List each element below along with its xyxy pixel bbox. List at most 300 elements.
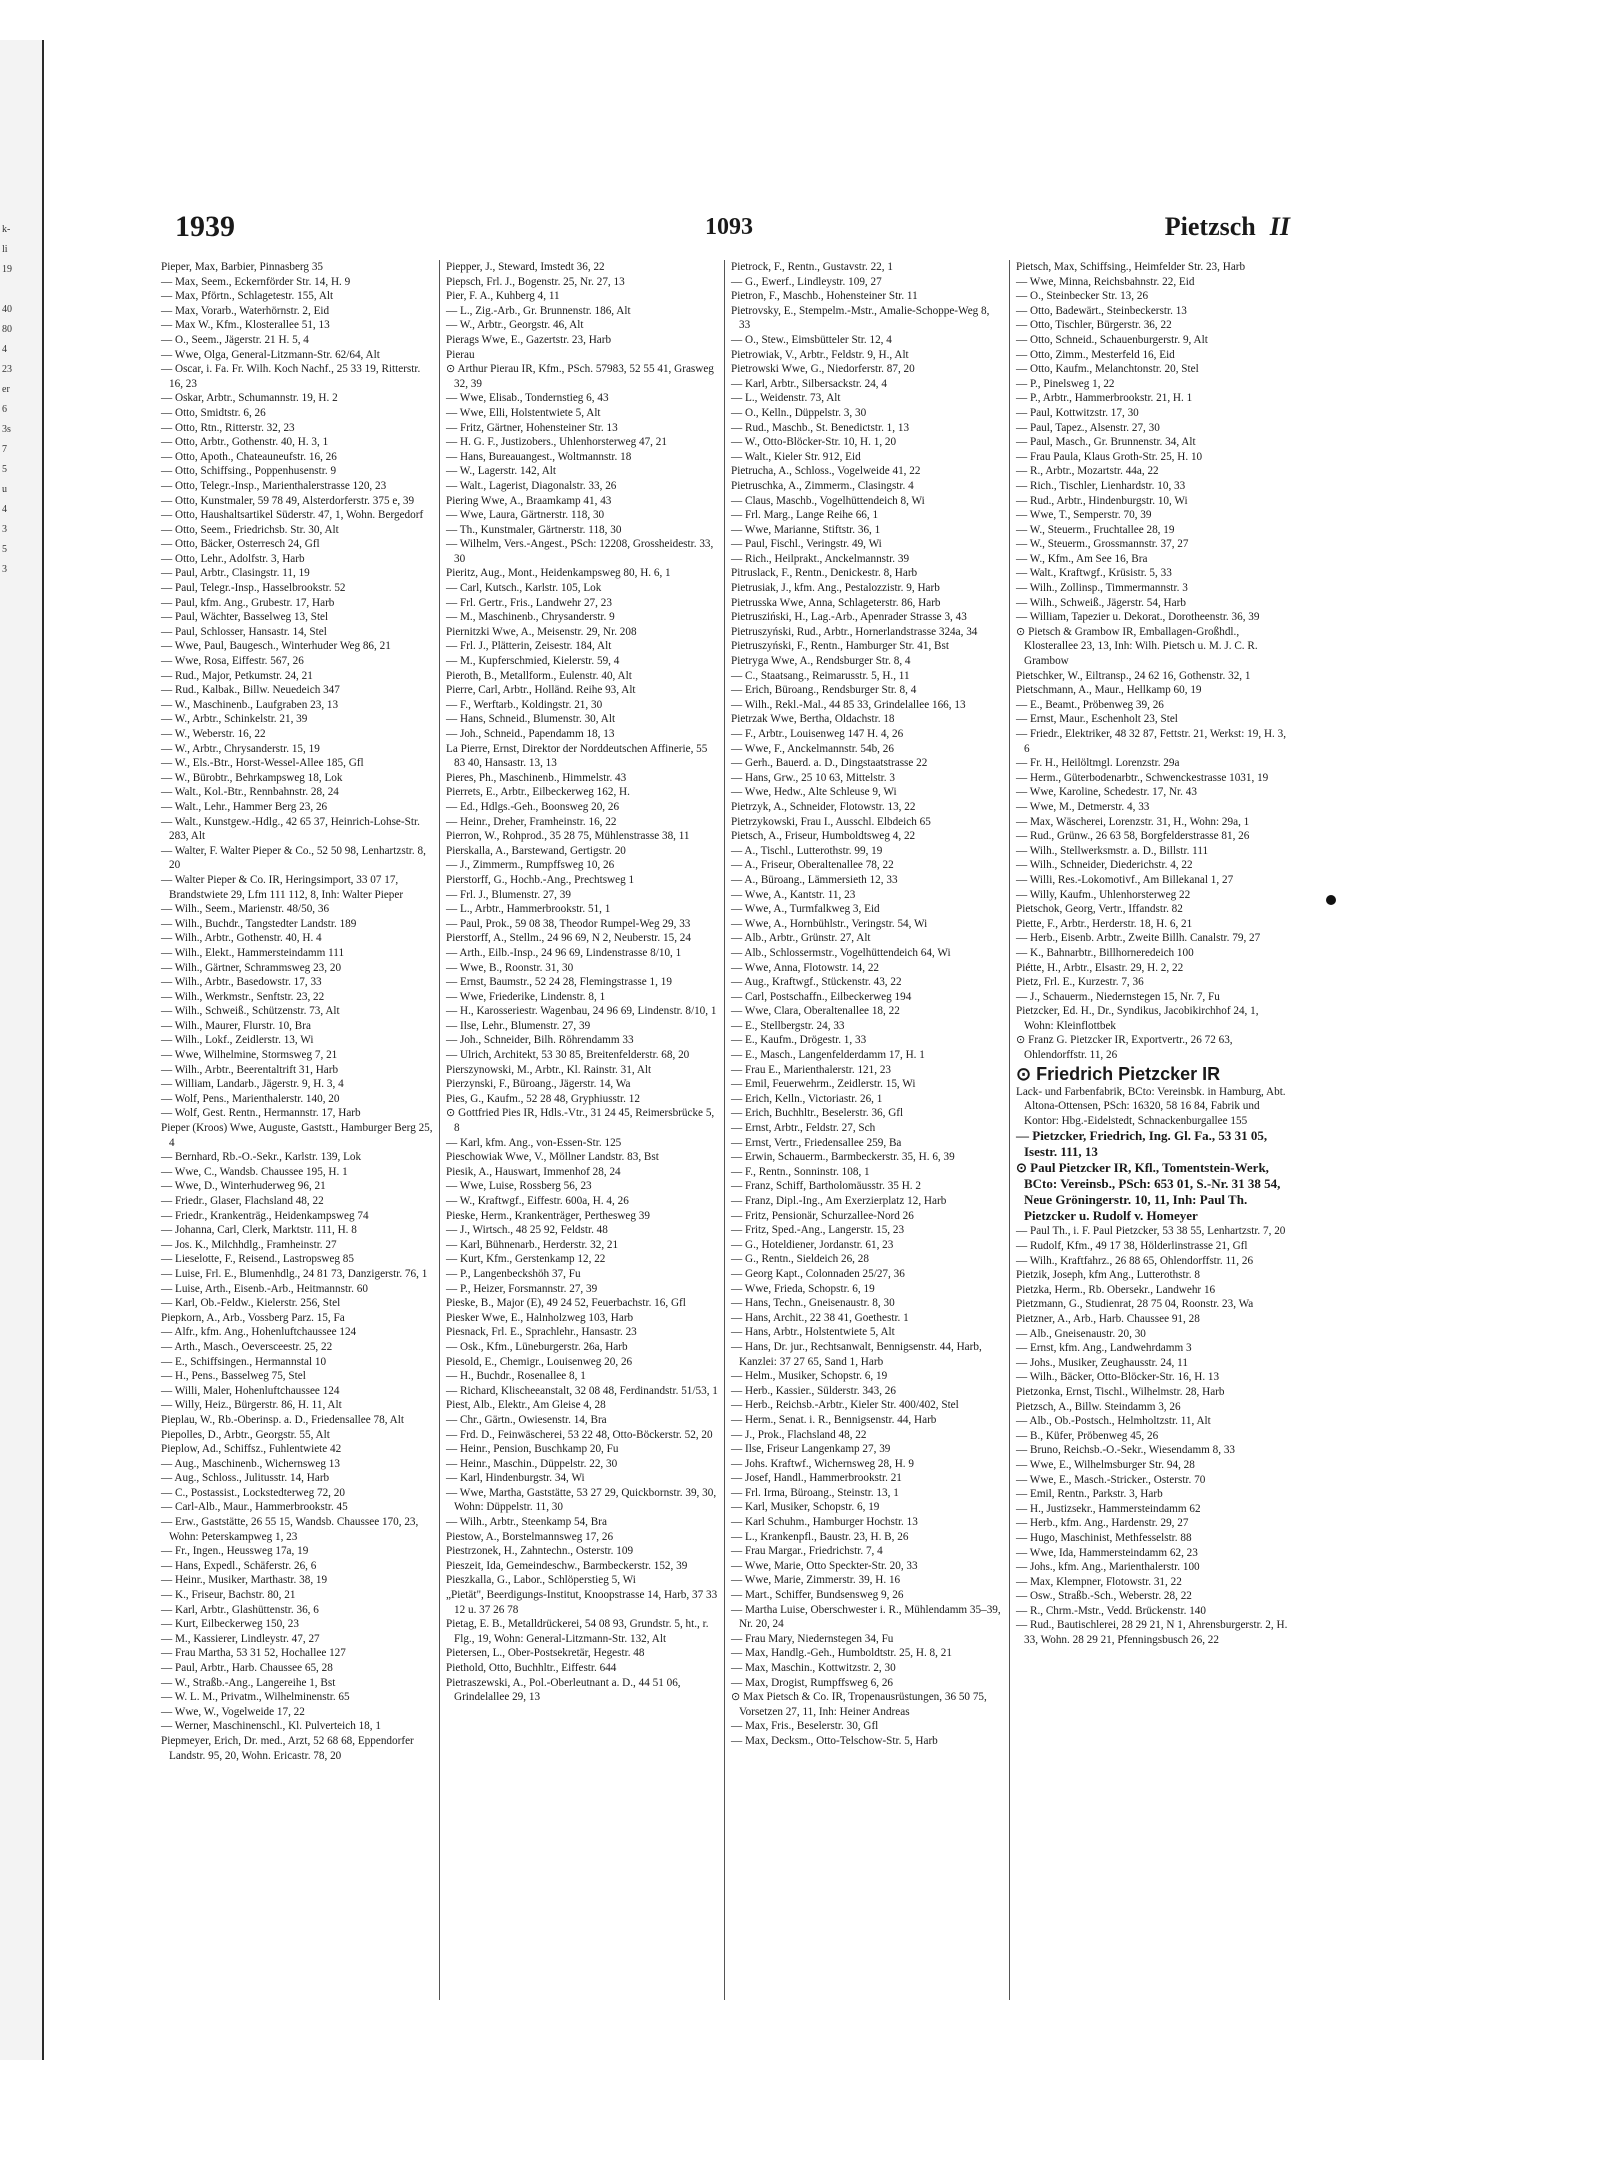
directory-entry: — L., Arbtr., Hammerbrookstr. 51, 1 bbox=[446, 903, 611, 916]
directory-entry: Piest, Alb., Elektr., Am Gleise 4, 28 bbox=[446, 1399, 606, 1412]
directory-entry: Pieske, B., Major (E), 49 24 52, Feuerbachstr. 16, Gfl bbox=[446, 1297, 686, 1310]
directory-entry: — H. G. F., Justizobers., Uhlenhorsterweg 47, 21 bbox=[446, 436, 667, 449]
directory-entry: — Willy, Heiz., Bürgerstr. 86, H. 11, Alt bbox=[161, 1399, 342, 1412]
directory-entry: Lack- und Farbenfabrik, BCto: Vereinsbk. in Hamburg, Abt. Altona-Ottensen, PSch: 16320, 58 16 84, Fabrik und Kontor: Hbg.-Eidelstedt, Schnackenburgallee 155 bbox=[1016, 1085, 1286, 1127]
directory-entry: Pietron, F., Maschb., Hohensteiner Str. 11 bbox=[731, 290, 918, 303]
directory-entry: Pies, G., Kaufm., 52 28 48, Gryphiusstr. 12 bbox=[446, 1092, 640, 1105]
directory-entry: — A., Tischl., Lutterothstr. 99, 19 bbox=[731, 844, 883, 857]
directory-entry: Pietrucha, A., Schloss., Vogelweide 41, 22 bbox=[731, 465, 921, 478]
directory-entry: — Fritz, Gärtner, Hohensteiner Str. 13 bbox=[446, 421, 618, 434]
directory-entry: — Emil, Feuerwehrm., Zeidlerstr. 15, Wi bbox=[731, 1078, 916, 1091]
directory-entry: Pietschker, W., Eiltransp., 24 62 16, Gothenstr. 32, 1 bbox=[1016, 669, 1251, 682]
directory-entry: Pietschmann, A., Maur., Hellkamp 60, 19 bbox=[1016, 684, 1202, 697]
directory-entry: — Willy, Kaufm., Uhlenhorsterweg 22 bbox=[1016, 888, 1191, 901]
directory-entry: — Arth., Eilb.-Insp., 24 96 69, Lindenstrasse 8/10, 1 bbox=[446, 946, 682, 959]
column-2 bbox=[440, 260, 725, 2000]
directory-entry: — Otto, Kunstmaler, 59 78 49, Alsterdorferstr. 375 e, 39 bbox=[161, 494, 415, 507]
directory-entry: Piestow, A., Borstelmannsweg 17, 26 bbox=[446, 1530, 614, 1543]
directory-entry: — Fr. H., Heilöltmgl. Lorenzstr. 29a bbox=[1016, 757, 1180, 770]
gutter-fragment: 40 bbox=[2, 304, 12, 315]
directory-entry: ⊙ Franz G. Pietzcker IR, Exportvertr., 26 72 63, Ohlendorffstr. 11, 26 bbox=[1016, 1034, 1233, 1062]
directory-entry: — Herb., Kassier., Sülderstr. 343, 26 bbox=[731, 1384, 896, 1397]
directory-entry: — G., Rentn., Sieldeich 26, 28 bbox=[731, 1253, 869, 1266]
directory-entry: Pietrusziński, H., Lag.-Arb., Apenrader Strasse 3, 43 bbox=[731, 611, 967, 624]
directory-entry: — Herm., Güterbodenarbtr., Schwenckestrasse 1031, 19 bbox=[1016, 771, 1269, 784]
directory-entry: — W., Els.-Btr., Horst-Wessel-Allee 185, Gfl bbox=[161, 757, 364, 770]
directory-entry: — H., Karosseriestr. Wagenbau, 24 96 69, Lindenstr. 8/10, 1 bbox=[446, 1005, 717, 1018]
directory-entry: Pietrowiak, V., Arbtr., Feldstr. 9, H., Alt bbox=[731, 348, 909, 361]
directory-entry: Pietraszewski, A., Pol.-Oberleutnant a. D., 44 51 06, Grindelallee 29, 13 bbox=[446, 1676, 681, 1704]
directory-entry: — W., Kraftwgf., Eiffestr. 600a, H. 4, 26 bbox=[446, 1195, 629, 1207]
directory-entry: ⊙ Arthur Pierau IR, Kfm., PSch. 57983, 52 55 41, Grasweg 32, 39 bbox=[446, 363, 714, 390]
directory-entry: — Carl, Postschaffn., Eilbeckerweg 194 bbox=[731, 990, 912, 1003]
directory-entry: — Ernst, kfm. Ang., Landwehrdamm 3 bbox=[1016, 1342, 1192, 1355]
directory-entry: — Wwe, B., Roonstr. 31, 30 bbox=[446, 961, 574, 974]
directory-entry: — Aug., Kraftwgf., Stückenstr. 43, 22 bbox=[731, 976, 902, 989]
directory-entry: — W., Weberstr. 16, 22 bbox=[161, 728, 266, 740]
directory-entry: — Max, Drogist, Rumpffsweg 6, 26 bbox=[731, 1676, 894, 1689]
directory-entry: — Hans, Schneid., Blumenstr. 30, Alt bbox=[446, 713, 616, 726]
directory-entry: — M., Maschinenb., Chrysanderstr. 9 bbox=[446, 611, 615, 624]
directory-entry: — Max, Seem., Eckernförder Str. 14, H. 9 bbox=[161, 275, 351, 288]
directory-entry: — E., Kaufm., Drögestr. 1, 33 bbox=[731, 1034, 867, 1047]
directory-entry: — Otto, Schiffsing., Poppenhusenstr. 9 bbox=[161, 465, 337, 478]
directory-entry: — Otto, Bäcker, Osterresch 24, Gfl bbox=[161, 538, 320, 551]
directory-entry: — Friedr., Elektriker, 48 32 87, Fettstr. 21, Werkst: 19, H. 3, 6 bbox=[1016, 728, 1287, 755]
directory-entry: — Wilh., Schweiß., Schützenstr. 73, Alt bbox=[161, 1005, 340, 1018]
directory-entry: — F., Arbtr., Louisenweg 147 H. 4, 26 bbox=[731, 728, 904, 740]
running-head bbox=[1165, 212, 1290, 242]
directory-entry: — Herb., kfm. Ang., Hardenstr. 29, 27 bbox=[1016, 1517, 1189, 1530]
directory-entry: — Johs., kfm. Ang., Marienthalerstr. 100 bbox=[1016, 1561, 1200, 1574]
directory-entry: — M., Kassierer, Lindleystr. 47, 27 bbox=[161, 1632, 320, 1645]
directory-entry: Pietrzyk, A., Schneider, Flotowstr. 13, 22 bbox=[731, 800, 916, 813]
directory-entry: — W., Arbtr., Chrysanderstr. 15, 19 bbox=[161, 742, 320, 755]
directory-entry: — K., Bahnarbtr., Billhorneredeich 100 bbox=[1016, 946, 1194, 959]
directory-entry: — H., Buchdr., Rosenallee 8, 1 bbox=[446, 1370, 586, 1383]
directory-entry: — Rud., Bautischlerei, 28 29 21, N 1, Ahrensburgerstr. 2, H. 33, Wohn. 28 29 21, Pfenningsbusch 26, 22 bbox=[1016, 1619, 1288, 1647]
directory-entry: — Paul, Tapez., Alsenstr. 27, 30 bbox=[1016, 421, 1160, 434]
directory-entry: — Hugo, Maschinist, Methfesselstr. 88 bbox=[1016, 1531, 1192, 1544]
directory-entry: — Paul, Fischl., Veringstr. 49, Wi bbox=[731, 538, 882, 551]
directory-entry: — G., Ewerf., Lindleystr. 109, 27 bbox=[731, 275, 882, 288]
directory-entry: Pietag, E. B., Metalldrückerei, 54 08 93, Grundstr. 5, ht., r. Flg., 19, Wohn: General-Litzmann-Str. 132, Alt bbox=[446, 1618, 709, 1645]
directory-entry: — W., Maschinenb., Laufgraben 23, 13 bbox=[161, 698, 339, 711]
directory-entry: — L., Weidenstr. 73, Alt bbox=[731, 392, 841, 405]
directory-entry: — Max, Wäscherei, Lorenzstr. 31, H., Wohn: 29a, 1 bbox=[1016, 815, 1250, 828]
directory-entry: — Ernst, Baumstr., 52 24 28, Flemingstrasse 1, 19 bbox=[446, 976, 672, 989]
directory-entry: Pietrock, F., Rentn., Gustavstr. 22, 1 bbox=[731, 261, 893, 273]
directory-entry: — Paul Th., i. F. Paul Pietzcker, 53 38 55, Lenhartzstr. 7, 20 bbox=[1016, 1225, 1286, 1238]
directory-entry: — Werner, Maschinenschl., Kl. Pulverteich 18, 1 bbox=[161, 1720, 381, 1733]
directory-entry: ⊙ Pietsch & Grambow IR, Emballagen-Großhdl., Klosterallee 23, 13, Inh: Wilh. Pietsch u. M. J. C. R. Grambow bbox=[1016, 625, 1258, 668]
directory-entry: — Ernst, Maur., Eschenholt 23, Stel bbox=[1016, 713, 1178, 726]
directory-entry: — Rich., Heilprakt., Anckelmannstr. 39 bbox=[731, 552, 910, 565]
directory-entry: — William, Tapezier u. Dekorat., Dorotheenstr. 36, 39 bbox=[1016, 611, 1260, 624]
directory-entry: — R., Chrm.-Mstr., Vedd. Brückenstr. 140 bbox=[1016, 1604, 1206, 1617]
directory-entry: — Johs., Musiker, Zeughausstr. 24, 11 bbox=[1016, 1356, 1188, 1369]
directory-entry: Pierau bbox=[446, 348, 475, 361]
directory-entry: Pierstorff, G., Hochb.-Ang., Prechtsweg 1 bbox=[446, 873, 635, 886]
directory-entry: Pitruslack, F., Rentn., Denickestr. 8, Harb bbox=[731, 567, 918, 580]
directory-entry: — E., Stellbergstr. 24, 33 bbox=[731, 1019, 845, 1032]
directory-entry: Pietrovsky, E., Stempelm.-Mstr., Amalie-Schoppe-Weg 8, 33 bbox=[731, 304, 990, 332]
directory-entry: — Frau Mary, Niedernstegen 34, Fu bbox=[731, 1632, 894, 1645]
directory-entry: — Wwe, A., Turmfalkweg 3, Eid bbox=[731, 903, 880, 916]
directory-entry: — Wwe, Wilhelmine, Stormsweg 7, 21 bbox=[161, 1049, 338, 1062]
directory-entry: — Wilh., Bäcker, Otto-Blöcker-Str. 16, H. 13 bbox=[1016, 1371, 1220, 1384]
directory-entry: Piepkorn, A., Arb., Vossberg Parz. 15, Fa bbox=[161, 1311, 345, 1324]
directory-entry: — C., Postassist., Lockstedterweg 72, 20 bbox=[161, 1486, 345, 1499]
directory-entry: Pietrusska Wwe, Anna, Schlageterstr. 86, Harb bbox=[731, 596, 941, 609]
directory-entry: — Otto, Tischler, Bürgerstr. 36, 22 bbox=[1016, 319, 1172, 332]
directory-entry: — Bernhard, Rb.-O.-Sekr., Karlstr. 139, Lok bbox=[161, 1151, 362, 1164]
directory-entry: — Walt., Kraftwgf., Krüsistr. 5, 33 bbox=[1016, 567, 1172, 580]
directory-entry: — P., Heizer, Forsmannstr. 27, 39 bbox=[446, 1282, 598, 1295]
directory-entry: — Otto, Lehr., Adolfstr. 3, Harb bbox=[161, 552, 305, 565]
gutter-fragment: 80 bbox=[2, 324, 12, 335]
directory-entry: — E., Beamt., Pröbenweg 39, 26 bbox=[1016, 698, 1164, 711]
directory-entry: — Heinr., Maschin., Düppelstr. 22, 30 bbox=[446, 1457, 618, 1470]
directory-entry: — Fritz, Sped.-Ang., Langerstr. 15, 23 bbox=[731, 1224, 905, 1237]
directory-entry: Pietruszyński, F., Rentn., Hamburger Str. 41, Bst bbox=[731, 640, 949, 653]
directory-entry: — Otto, Rtn., Ritterstr. 32, 23 bbox=[161, 421, 295, 434]
directory-entry: Pietzcker, Ed. H., Dr., Syndikus, Jacobikirchhof 24, 1, Wohn: Kleinflottbek bbox=[1016, 1005, 1259, 1032]
directory-entry: — Lieselotte, F., Reisend., Lastropsweg 85 bbox=[161, 1253, 354, 1266]
directory-entry: — Wwe, Elisab., Tondernstieg 6, 43 bbox=[446, 392, 609, 405]
directory-entry: — Luise, Arth., Eisenb.-Arb., Heitmannstr. 60 bbox=[161, 1282, 368, 1295]
directory-entry: Pierags Wwe, E., Gazertstr. 23, Harb bbox=[446, 333, 612, 346]
directory-entry: — G., Hoteldiener, Jordanstr. 61, 23 bbox=[731, 1238, 894, 1251]
directory-entry: — Wwe, Paul, Baugesch., Winterhuder Weg 86, 21 bbox=[161, 640, 391, 653]
directory-entry: — Frau E., Marienthalerstr. 121, 23 bbox=[731, 1063, 892, 1076]
directory-entry: Pieske, Herm., Krankenträger, Perthesweg 39 bbox=[446, 1209, 650, 1222]
directory-entry: — Otto, Haushaltsartikel Süderstr. 47, 1, Wohn. Bergedorf bbox=[161, 509, 424, 522]
directory-entry: — Max, Maschin., Kottwitzstr. 2, 30 bbox=[731, 1662, 896, 1674]
directory-entry: — Alb., Ob.-Postsch., Helmholtzstr. 11, Alt bbox=[1016, 1415, 1211, 1428]
directory-entry: — Wwe, A., Kantstr. 11, 23 bbox=[731, 888, 856, 901]
directory-entry: — Wilh., Werkmstr., Senftstr. 23, 22 bbox=[161, 990, 325, 1003]
directory-entry: — Wwe, Luise, Rossberg 56, 23 bbox=[446, 1180, 592, 1193]
directory-entry: — Otto, Kaufm., Melanchtonstr. 20, Stel bbox=[1016, 363, 1199, 376]
directory-entry: — Wwe, C., Wandsb. Chaussee 195, H. 1 bbox=[161, 1165, 348, 1178]
directory-entry: — Alb., Gneisenaustr. 20, 30 bbox=[1016, 1327, 1146, 1340]
directory-entry: — Wilh., Schweiß., Jägerstr. 54, Harb bbox=[1016, 596, 1186, 609]
directory-entry: — Willi, Res.-Lokomotivf., Am Billekanal 1, 27 bbox=[1016, 873, 1234, 886]
directory-entry: — Max, Klempner, Flotowstr. 31, 22 bbox=[1016, 1575, 1182, 1588]
directory-entry: — Hans, Bureauangest., Woltmannstr. 18 bbox=[446, 450, 632, 463]
directory-entry: — Hans, Expedl., Schäferstr. 26, 6 bbox=[161, 1559, 317, 1572]
directory-entry: — J., Schauerm., Niedernstegen 15, Nr. 7, Fu bbox=[1016, 990, 1220, 1003]
directory-entry: — Wwe, F., Anckelmannstr. 54b, 26 bbox=[731, 742, 894, 755]
directory-entry: — Carl-Alb., Maur., Hammerbrookstr. 45 bbox=[161, 1501, 348, 1514]
directory-entry: — Frau Paula, Klaus Groth-Str. 25, H. 10 bbox=[1016, 450, 1203, 463]
directory-entry: — W., Steuerm., Grossmannstr. 37, 27 bbox=[1016, 538, 1189, 551]
directory-entry: — J., Zimmerm., Rumpffsweg 10, 26 bbox=[446, 859, 615, 872]
directory-entry: Piette, F., Arbtr., Herderstr. 18, H. 6, 21 bbox=[1016, 917, 1193, 930]
directory-entry: — Wwe, Minna, Reichsbahnstr. 22, Eid bbox=[1016, 275, 1195, 288]
directory-entry: — P., Langenbeckshöh 37, Fu bbox=[446, 1267, 581, 1280]
directory-entry: Pierstorff, A., Stellm., 24 96 69, N 2, Neuberstr. 15, 24 bbox=[446, 932, 691, 945]
directory-entry: Pietrowski Wwe, G., Niedorferstr. 87, 20 bbox=[731, 363, 915, 376]
directory-entry: — Wwe, Karoline, Schedestr. 17, Nr. 43 bbox=[1016, 786, 1197, 799]
directory-entry: Piepolles, D., Arbtr., Georgstr. 55, Alt bbox=[161, 1428, 330, 1441]
directory-entry: — Herb., Reichsb.-Arbtr., Kieler Str. 400/402, Stel bbox=[731, 1399, 959, 1412]
directory-entry: — Oscar, i. Fa. Fr. Wilh. Koch Nachf., 25 33 19, Ritterstr. 16, 23 bbox=[161, 363, 421, 390]
directory-entry: — Aug., Schloss., Julitusstr. 14, Harb bbox=[161, 1472, 330, 1485]
directory-entry: — Hans, Archit., 22 38 41, Goethestr. 1 bbox=[731, 1311, 909, 1324]
directory-entry: — C., Staatsang., Reimarusstr. 5, H., 11 bbox=[731, 669, 910, 682]
directory-entry: — W., Lagerstr. 142, Alt bbox=[446, 465, 557, 478]
directory-entry: — Rud., Major, Petkumstr. 24, 21 bbox=[161, 669, 313, 682]
directory-entry: — H., Justizsekr., Hammersteindamm 62 bbox=[1016, 1502, 1201, 1515]
directory-entry: Piestrzonek, H., Zahntechn., Osterstr. 109 bbox=[446, 1545, 634, 1558]
directory-entry: Pierre, Carl, Arbtr., Holländ. Reihe 93, Alt bbox=[446, 684, 636, 697]
directory-entry: — E., Masch., Langenfelderdamm 17, H. 1 bbox=[731, 1049, 925, 1062]
directory-entry: — Fr., Ingen., Heussweg 17a, 19 bbox=[161, 1545, 309, 1558]
directory-entry: Pieroth, B., Metallform., Eulenstr. 40, Alt bbox=[446, 669, 632, 682]
directory-entry: — Friedr., Glaser, Flachsland 48, 22 bbox=[161, 1195, 324, 1207]
gutter-fragment: 4 bbox=[2, 344, 7, 355]
directory-entry: Piesik, A., Hauswart, Immenhof 28, 24 bbox=[446, 1165, 621, 1178]
directory-entry: — Wwe, W., Vogelweide 17, 22 bbox=[161, 1705, 305, 1718]
directory-entry: — Wilh., Rekl.-Mal., 44 85 33, Grindelallee 166, 13 bbox=[731, 698, 966, 711]
directory-entry: — Wilh., Arbtr., Steenkamp 54, Bra bbox=[446, 1516, 607, 1529]
directory-entry: — Wilh., Buchdr., Tangstedter Landstr. 189 bbox=[161, 917, 357, 930]
directory-entry: — Wilh., Arbtr., Beerentaltrift 31, Harb bbox=[161, 1063, 339, 1076]
directory-entry: — Max W., Kfm., Klosterallee 51, 13 bbox=[161, 319, 330, 332]
directory-entry: — Karl, Hindenburgstr. 34, Wi bbox=[446, 1472, 585, 1485]
directory-entry: Pieritz, Aug., Mont., Heidenkampsweg 80, H. 6, 1 bbox=[446, 567, 671, 580]
directory-entry: La Pierre, Ernst, Direktor der Norddeutschen Affinerie, 55 83 40, Hansastr. 13, 13 bbox=[446, 742, 708, 770]
directory-entry: — J., Prok., Flachsland 48, 22 bbox=[731, 1428, 867, 1441]
directory-entry: — Joh., Schneid., Papendamm 18, 13 bbox=[446, 728, 615, 740]
directory-entry: Pieper (Kroos) Wwe, Auguste, Gaststt., Hamburger Berg 25, 4 bbox=[161, 1122, 433, 1149]
directory-entry: — Wilh., Seem., Marienstr. 48/50, 36 bbox=[161, 903, 330, 916]
directory-entry: — Paul, kfm. Ang., Grubestr. 17, Harb bbox=[161, 596, 335, 609]
directory-entry: — W. L. M., Privatm., Wilhelminenstr. 65 bbox=[161, 1691, 350, 1704]
directory-entry: Pieplau, W., Rb.-Oberinsp. a. D., Friedensallee 78, Alt bbox=[161, 1413, 404, 1426]
directory-entry: — Wilh., Gärtner, Schrammsweg 23, 20 bbox=[161, 961, 342, 974]
directory-entry: — Frl. Gertr., Fris., Landwehr 27, 23 bbox=[446, 596, 612, 609]
directory-entry: — O., Stew., Eimsbütteler Str. 12, 4 bbox=[731, 333, 892, 346]
directory-entry: — Max, Handlg.-Geh., Humboldtstr. 25, H. 8, 21 bbox=[731, 1647, 952, 1660]
directory-entry: ⊙ Paul Pietzcker IR, Kfl., Tomentstein-Werk, BCto: Vereinsb., PSch: 653 01, S.-Nr. 31 38 54, Neue Gröningerstr. 10, 11, Inh: Paul Th. Pietzcker u. Rudolf v. Homeyer bbox=[1016, 1160, 1281, 1224]
directory-entry: — Emil, Rentn., Parkstr. 3, Harb bbox=[1016, 1488, 1163, 1501]
directory-entry: — Otto, Seem., Friedrichsb. Str. 30, Alt bbox=[161, 523, 339, 536]
directory-entry: — Paul, Arbtr., Harb. Chaussee 65, 28 bbox=[161, 1662, 333, 1674]
directory-entry: — Claus, Maschb., Vogelhüttendeich 8, Wi bbox=[731, 494, 925, 507]
directory-entry: — Wwe, E., Wilhelmsburger Str. 94, 28 bbox=[1016, 1458, 1195, 1471]
directory-entry: — O., Seem., Jägerstr. 21 H. 5, 4 bbox=[161, 333, 309, 346]
directory-entry: — Otto, Apoth., Chateauneufstr. 16, 26 bbox=[161, 450, 337, 463]
directory-entry: — Wwe, Clara, Oberaltenallee 18, 22 bbox=[731, 1005, 900, 1018]
directory-entry: — Wolf, Gest. Rentn., Hermannstr. 17, Harb bbox=[161, 1107, 361, 1120]
directory-entry: — Paul, Telegr.-Insp., Hasselbrookstr. 52 bbox=[161, 582, 346, 595]
directory-entry: — Wwe, E., Masch.-Stricker., Osterstr. 70 bbox=[1016, 1473, 1206, 1486]
directory-entry: — A., Büroang., Lämmersieth 12, 33 bbox=[731, 873, 898, 886]
directory-entry: — Wwe, Friederike, Lindenstr. 8, 1 bbox=[446, 990, 606, 1003]
directory-entry: Piesnack, Frl. E., Sprachlehr., Hansastr. 23 bbox=[446, 1326, 637, 1339]
directory-entry: — Pietzcker, Friedrich, Ing. Gl. Fa., 53 31 05, Isestr. 111, 13 bbox=[1016, 1128, 1268, 1160]
gutter-fragment bbox=[0, 280, 42, 300]
running-head-name: Pietzsch bbox=[1164, 212, 1256, 241]
directory-entry: — Friedr., Krankenträg., Heidenkampsweg 74 bbox=[161, 1209, 369, 1222]
gutter-fragment: 3 bbox=[2, 524, 7, 535]
directory-entry: — Karl Schuhm., Hamburger Hochstr. 13 bbox=[731, 1516, 918, 1529]
directory-entry: — Wwe, T., Semperstr. 70, 39 bbox=[1016, 509, 1152, 522]
directory-entry: — W., Kfm., Am See 16, Bra bbox=[1016, 552, 1148, 565]
directory-entry: — Franz, Schiff, Bartholomäusstr. 35 H. 2 bbox=[731, 1180, 921, 1193]
directory-entry: — E., Schiffsingen., Hermannstal 10 bbox=[161, 1355, 327, 1368]
directory-entry: — Rudolf, Kfm., 49 17 38, Hölderlinstrasse 21, Gfl bbox=[1016, 1240, 1248, 1253]
ink-dot bbox=[1326, 895, 1336, 905]
directory-entry: — Frl. J., Blumenstr. 27, 39 bbox=[446, 888, 571, 901]
directory-entry: — Herb., Eisenb. Arbtr., Zweite Billh. Canalstr. 79, 27 bbox=[1016, 932, 1261, 945]
directory-entry: — J., Wirtsch., 48 25 92, Feldstr. 48 bbox=[446, 1224, 608, 1237]
directory-entry: — Th., Kunstmaler, Gärtnerstr. 118, 30 bbox=[446, 523, 622, 536]
directory-entry: — Paul, Prok., 59 08 38, Theodor Rumpel-Weg 29, 33 bbox=[446, 917, 691, 930]
directory-entry: Pieszkalla, G., Labor., Schlöperstieg 5, Wi bbox=[446, 1574, 636, 1587]
directory-entry: Pietsch, A., Friseur, Humboldtsweg 4, 22 bbox=[731, 830, 916, 843]
gutter-fragment: 4 bbox=[2, 504, 7, 515]
directory-entry: Pierzynski, F., Büroang., Jägerstr. 14, Wa bbox=[446, 1078, 631, 1091]
gutter-fragment: 6 bbox=[2, 404, 7, 415]
directory-entry: — P., Arbtr., Hammerbrookstr. 21, H. 1 bbox=[1016, 392, 1193, 405]
facing-page-gutter bbox=[0, 40, 44, 2060]
directory-entry: — Johs. Kraftwf., Wichernsweg 28, H. 9 bbox=[731, 1457, 914, 1470]
directory-entry: — Otto, Arbtr., Gothenstr. 40, H. 3, 1 bbox=[161, 436, 329, 449]
directory-entry: — Paul, Wächter, Basselweg 13, Stel bbox=[161, 611, 329, 624]
directory-entry: Pietrzak Wwe, Bertha, Oldachstr. 18 bbox=[731, 713, 895, 726]
directory-entry: Pierrets, E., Arbtr., Eilbeckerweg 162, H. bbox=[446, 786, 630, 799]
directory-entry: — Herm., Senat. i. R., Bennigsenstr. 44, Harb bbox=[731, 1413, 937, 1426]
directory-entry: — Ernst, Arbtr., Feldstr. 27, Sch bbox=[731, 1122, 876, 1135]
directory-entry: Pieszeit, Ida, Gemeindeschw., Barmbeckerstr. 152, 39 bbox=[446, 1559, 688, 1572]
directory-entry: — Joh., Schneider, Bilh. Röhrendamm 33 bbox=[446, 1034, 634, 1047]
directory-entry: — Paul, Masch., Gr. Brunnenstr. 34, Alt bbox=[1016, 436, 1196, 449]
directory-entry: Pietrusiak, J., kfm. Ang., Pestalozzistr. 9, Harb bbox=[731, 582, 940, 595]
directory-entry: — Wwe, M., Detmerstr. 4, 33 bbox=[1016, 800, 1150, 813]
gutter-fragment: 23 bbox=[2, 364, 12, 375]
directory-entry: — Fritz, Pensionär, Schurzallee-Nord 26 bbox=[731, 1209, 914, 1222]
directory-entry: — Wilh., Arbtr., Gothenstr. 40, H. 4 bbox=[161, 932, 322, 945]
directory-entry: — Wwe, Hedw., Alte Schleuse 9, Wi bbox=[731, 786, 897, 799]
directory-entry: — Wwe, Marianne, Stiftstr. 36, 1 bbox=[731, 523, 881, 536]
directory-entry: — Karl, Musiker, Schopstr. 6, 19 bbox=[731, 1501, 880, 1514]
directory-entry: Piernitzki Wwe, A., Meisenstr. 29, Nr. 208 bbox=[446, 625, 637, 638]
directory-entry: — Frau Margar., Friedrichstr. 7, 4 bbox=[731, 1545, 883, 1558]
directory-entry: — Walter, F. Walter Pieper & Co., 52 50 98, Lenhartzstr. 8, 20 bbox=[161, 844, 426, 872]
page-number: 1093 bbox=[705, 214, 753, 240]
directory-entry: — Erw., Gaststätte, 26 55 15, Wandsb. Chaussee 170, 23, Wohn: Peterskampweg 1, 23 bbox=[161, 1516, 419, 1543]
directory-entry: Pietzner, A., Arb., Harb. Chaussee 91, 28 bbox=[1016, 1313, 1200, 1325]
directory-entry: Pier, F. A., Kuhberg 4, 11 bbox=[446, 290, 560, 303]
directory-entry: Pierszynowski, M., Arbtr., Kl. Rainstr. 31, Alt bbox=[446, 1063, 652, 1076]
directory-entry: — Alb., Arbtr., Grünstr. 27, Alt bbox=[731, 932, 871, 945]
directory-entry: Pietschok, Georg, Vertr., Iffandstr. 82 bbox=[1016, 903, 1183, 916]
directory-entry: — Wilh., Lokf., Zeidlerstr. 13, Wi bbox=[161, 1034, 314, 1047]
directory-entry: — W., Bürobtr., Behrkampsweg 18, Lok bbox=[161, 771, 343, 784]
directory-entry: — Frd. D., Feinwäscherei, 53 22 48, Otto-Böckerstr. 52, 20 bbox=[446, 1428, 713, 1441]
directory-entry: — Karl, Arbtr., Silbersackstr. 24, 4 bbox=[731, 377, 887, 390]
directory-entry: ⊙ Gottfried Pies IR, Hdls.-Vtr., 31 24 45, Reimersbrücke 5, 8 bbox=[446, 1107, 715, 1135]
directory-entry: — Otto, Smidtstr. 6, 26 bbox=[161, 406, 266, 419]
directory-entry: Piesker Wwe, E., Halnholzweg 103, Harb bbox=[446, 1311, 634, 1324]
directory-entry: — Jos. K., Milchhdlg., Framheinstr. 27 bbox=[161, 1238, 337, 1251]
directory-entry: — Wilh., Zollinsp., Timmermannstr. 3 bbox=[1016, 582, 1188, 595]
directory-entry: Piepmeyer, Erich, Dr. med., Arzt, 52 68 68, Eppendorfer Landstr. 95, 20, Wohn. Ericastr. 78, 20 bbox=[161, 1734, 414, 1762]
column-3 bbox=[725, 260, 1010, 2000]
directory-entry: — Wwe, Elli, Holstentwiete 5, Alt bbox=[446, 406, 601, 419]
gutter-fragment: u bbox=[2, 484, 7, 495]
directory-entry: — Chr., Gärtn., Owiesenstr. 14, Bra bbox=[446, 1413, 607, 1426]
directory-page bbox=[150, 60, 1510, 2010]
directory-entry: — Max, Vorarb., Waterhörnstr. 2, Eid bbox=[161, 304, 330, 317]
directory-entry: — M., Kupferschmied, Kielerstr. 59, 4 bbox=[446, 655, 620, 668]
directory-entry: — Wwe, Frieda, Schopstr. 6, 19 bbox=[731, 1282, 875, 1295]
directory-entry: — W., Steuerm., Fruchtallee 28, 19 bbox=[1016, 523, 1175, 536]
directory-entry: — Wilh., Stellwerksmstr. a. D., Billstr. 111 bbox=[1016, 844, 1209, 857]
header-year: 1939 bbox=[175, 210, 235, 243]
directory-entry: — Franz, Dipl.-Ing., Am Exerzierplatz 12, Harb bbox=[731, 1195, 947, 1207]
directory-entry: Pietruszyński, Rud., Arbtr., Hornerlandstrasse 324a, 34 bbox=[731, 625, 978, 638]
directory-entry: — P., Pinelsweg 1, 22 bbox=[1016, 377, 1115, 390]
directory-entry: — Hans, Dr. jur., Rechtsanwalt, Bennigsenstr. 44, Harb, Kanzlei: 37 27 65, Sand 1, Harb bbox=[731, 1340, 982, 1368]
column-4 bbox=[1010, 260, 1295, 2000]
directory-entry: — Rich., Tischler, Lienhardstr. 10, 33 bbox=[1016, 479, 1186, 492]
directory-entry: — W., Otto-Blöcker-Str. 10, H. 1, 20 bbox=[731, 436, 897, 449]
directory-entry: — Wilh., Maurer, Flurstr. 10, Bra bbox=[161, 1019, 311, 1032]
directory-entry: — Hans, Grw., 25 10 63, Mittelstr. 3 bbox=[731, 771, 895, 784]
directory-entry: — Walt., Lehr., Hammer Berg 23, 26 bbox=[161, 800, 328, 813]
directory-entry: — Rud., Arbtr., Hindenburgstr. 10, Wi bbox=[1016, 494, 1188, 507]
directory-entry: — Wwe, Marie, Zimmerstr. 39, H. 16 bbox=[731, 1574, 901, 1587]
entry-columns bbox=[155, 260, 1305, 2000]
gutter-fragment: 7 bbox=[2, 444, 7, 455]
directory-entry: Pieschowiak Wwe, V., Möllner Landstr. 83, Bst bbox=[446, 1151, 659, 1164]
directory-entry: Piering Wwe, A., Braamkamp 41, 43 bbox=[446, 494, 612, 507]
directory-entry: — Frl. Irma, Büroang., Steinstr. 13, 1 bbox=[731, 1486, 899, 1499]
column-1 bbox=[155, 260, 440, 2000]
directory-entry: — William, Landarb., Jägerstr. 9, H. 3, 4 bbox=[161, 1078, 344, 1091]
directory-entry: — Johanna, Carl, Clerk, Marktstr. 111, H. 8 bbox=[161, 1224, 357, 1237]
directory-entry: — Erich, Büroang., Rendsburger Str. 8, 4 bbox=[731, 684, 917, 697]
directory-entry: Pierron, W., Rohprod., 35 28 75, Mühlenstrasse 38, 11 bbox=[446, 830, 690, 843]
directory-entry: — Erich, Kelln., Victoriastr. 26, 1 bbox=[731, 1092, 883, 1105]
directory-entry: — B., Küfer, Pröbenweg 45, 26 bbox=[1016, 1429, 1159, 1442]
directory-entry: Piepsch, Frl. J., Bogenstr. 25, Nr. 27, 13 bbox=[446, 275, 625, 288]
directory-entry: — Alb., Schlossermstr., Vogelhüttendeich 64, Wi bbox=[731, 946, 951, 959]
directory-entry: — Willi, Maler, Hohenluftchaussee 124 bbox=[161, 1384, 340, 1397]
directory-entry: — Otto, Telegr.-Insp., Marienthalerstrasse 120, 23 bbox=[161, 479, 387, 492]
directory-entry: — Wilh., Schneider, Diederichstr. 4, 22 bbox=[1016, 859, 1193, 872]
directory-entry: — Georg Kapt., Colonnaden 25/27, 36 bbox=[731, 1267, 905, 1280]
directory-entry: Pietzmann, G., Studienrat, 28 75 04, Roonstr. 23, Wa bbox=[1016, 1298, 1254, 1311]
directory-entry: — Walt., Kieler Str. 912, Eid bbox=[731, 450, 861, 463]
directory-entry: — Otto, Badewärt., Steinbeckerstr. 13 bbox=[1016, 304, 1187, 317]
directory-entry: — Erich, Buchhltr., Beselerstr. 36, Gfl bbox=[731, 1107, 904, 1120]
directory-entry: — W., Straßb.-Ang., Langereihe 1, Bst bbox=[161, 1676, 336, 1689]
directory-entry: — Rud., Kalbak., Billw. Neuedeich 347 bbox=[161, 684, 340, 697]
directory-entry: Pietzsch, A., Billw. Steindamm 3, 26 bbox=[1016, 1400, 1181, 1413]
directory-entry: Pietzik, Joseph, kfm Ang., Lutterothstr. 8 bbox=[1016, 1269, 1200, 1282]
directory-entry: — Wwe, Martha, Gaststätte, 53 27 29, Quickbornstr. 39, 30, Wohn: Düppelstr. 11, 30 bbox=[446, 1486, 717, 1514]
directory-entry: — Aug., Maschinenb., Wichernsweg 13 bbox=[161, 1457, 340, 1470]
directory-entry: — Karl, Ob.-Feldw., Kielerstr. 256, Stel bbox=[161, 1297, 341, 1310]
directory-entry: — Richard, Klischeeanstalt, 32 08 48, Ferdinandstr. 51/53, 1 bbox=[446, 1384, 718, 1397]
directory-entry: Piepper, J., Steward, Imstedt 36, 22 bbox=[446, 261, 605, 273]
